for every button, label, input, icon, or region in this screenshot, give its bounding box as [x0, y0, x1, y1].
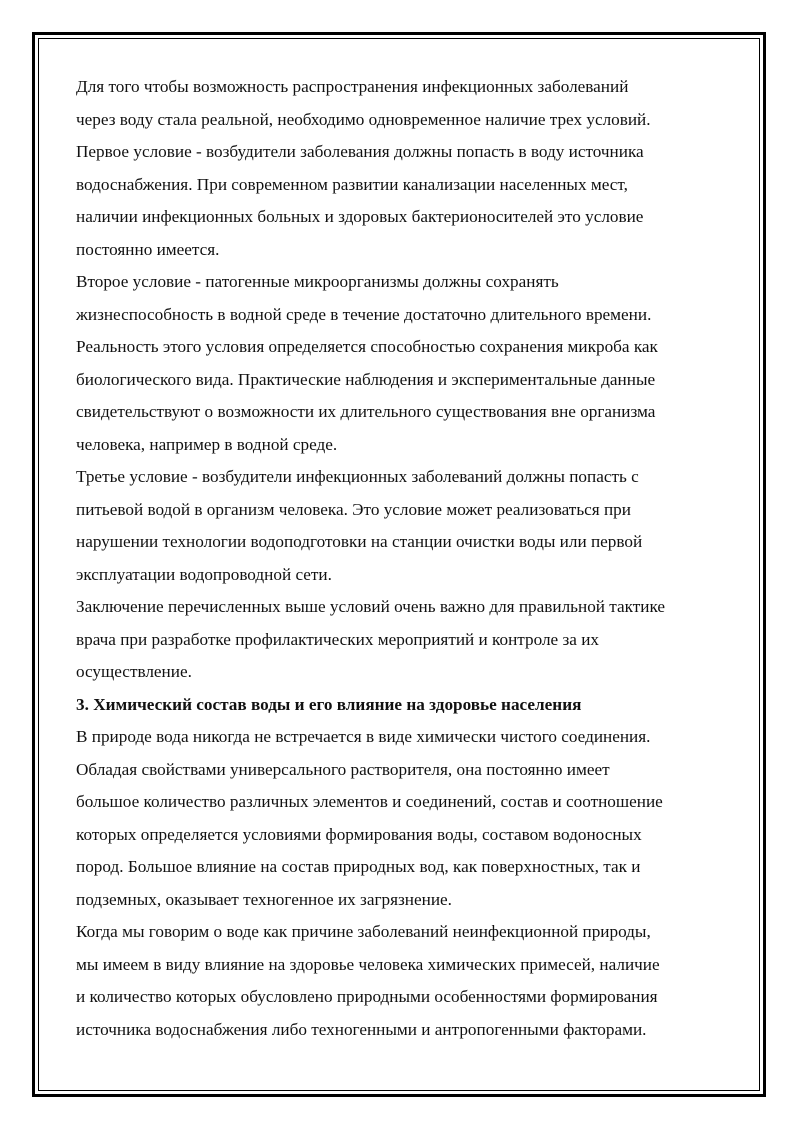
text-line: человека, например в водной среде.	[76, 434, 338, 454]
text-line: пород. Большое влияние на состав природных вод, как поверхностных, так и	[76, 857, 641, 876]
paragraph	[76, 136, 736, 266]
text-line: источника водоснабжения либо техногенными и антропогенными факторами.	[76, 1019, 647, 1039]
text-line: Реальность этого условия определяется способностью сохранения микроба как	[76, 337, 658, 356]
text-line: В природе вода никогда не встречается в виде химически чистого соединения.	[76, 727, 651, 746]
text-line: биологического вида. Практические наблюдения и экспериментальные данные	[76, 369, 656, 389]
text-line: Когда мы говорим о воде как причине заболеваний неинфекционной природы,	[76, 922, 651, 941]
text-line: Второе условие - патогенные микроорганизмы должны сохранять	[76, 272, 559, 291]
text-line: которых определяется условиями формирования воды, составом водоносных	[76, 824, 642, 844]
paragraph	[76, 721, 736, 916]
paragraph	[76, 916, 736, 1046]
paragraph	[76, 266, 736, 461]
text-line: подземных, оказывает техногенное их загрязнение.	[76, 889, 452, 909]
text-line: Обладая свойствами универсального растворителя, она постоянно имеет	[76, 759, 610, 779]
paragraph	[76, 591, 736, 689]
text-line: жизнеспособность в водной среде в течение достаточно длительного времени.	[76, 304, 652, 324]
text-line: постоянно имеется.	[76, 239, 220, 259]
text-line: питьевой водой в организм человека. Это условие может реализоваться при	[76, 499, 631, 519]
text-line: наличии инфекционных больных и здоровых бактерионосителей это условие	[76, 207, 644, 226]
text-line: Заключение перечисленных выше условий очень важно для правильной тактике	[76, 597, 666, 616]
section-heading: 3. Химический состав воды и его влияние на здоровье населения	[76, 694, 582, 714]
paragraph	[76, 71, 736, 136]
text-line: осуществление.	[76, 662, 192, 681]
text-line: через воду стала реальной, необходимо одновременное наличие трех условий.	[76, 109, 651, 129]
text-line: врача при разработке профилактических мероприятий и контроле за их	[76, 629, 599, 649]
text-line: и количество которых обусловлено природными особенностями формирования	[76, 987, 658, 1006]
text-line: нарушении технологии водоподготовки на станции очистки воды или первой	[76, 532, 643, 551]
paragraph	[76, 461, 736, 591]
text-line: свидетельствуют о возможности их длительного существования вне организма	[76, 402, 656, 421]
text-line: Третье условие - возбудители инфекционных заболеваний должны попасть с	[76, 467, 639, 486]
text-line: Первое условие - возбудители заболевания должны попасть в воду источника	[76, 142, 644, 161]
text-line: мы имеем в виду влияние на здоровье человека химических примесей, наличие	[76, 954, 660, 974]
document-body	[76, 71, 736, 1046]
text-line: большое количество различных элементов и соединений, состав и соотношение	[76, 792, 663, 811]
section-paragraphs	[76, 721, 736, 1046]
intro-paragraphs	[76, 71, 736, 689]
text-line: Для того чтобы возможность распространения инфекционных заболеваний	[76, 77, 629, 96]
text-line: водоснабжения. При современном развитии канализации населенных мест,	[76, 174, 628, 194]
text-line: эксплуатации водопроводной сети.	[76, 564, 332, 584]
